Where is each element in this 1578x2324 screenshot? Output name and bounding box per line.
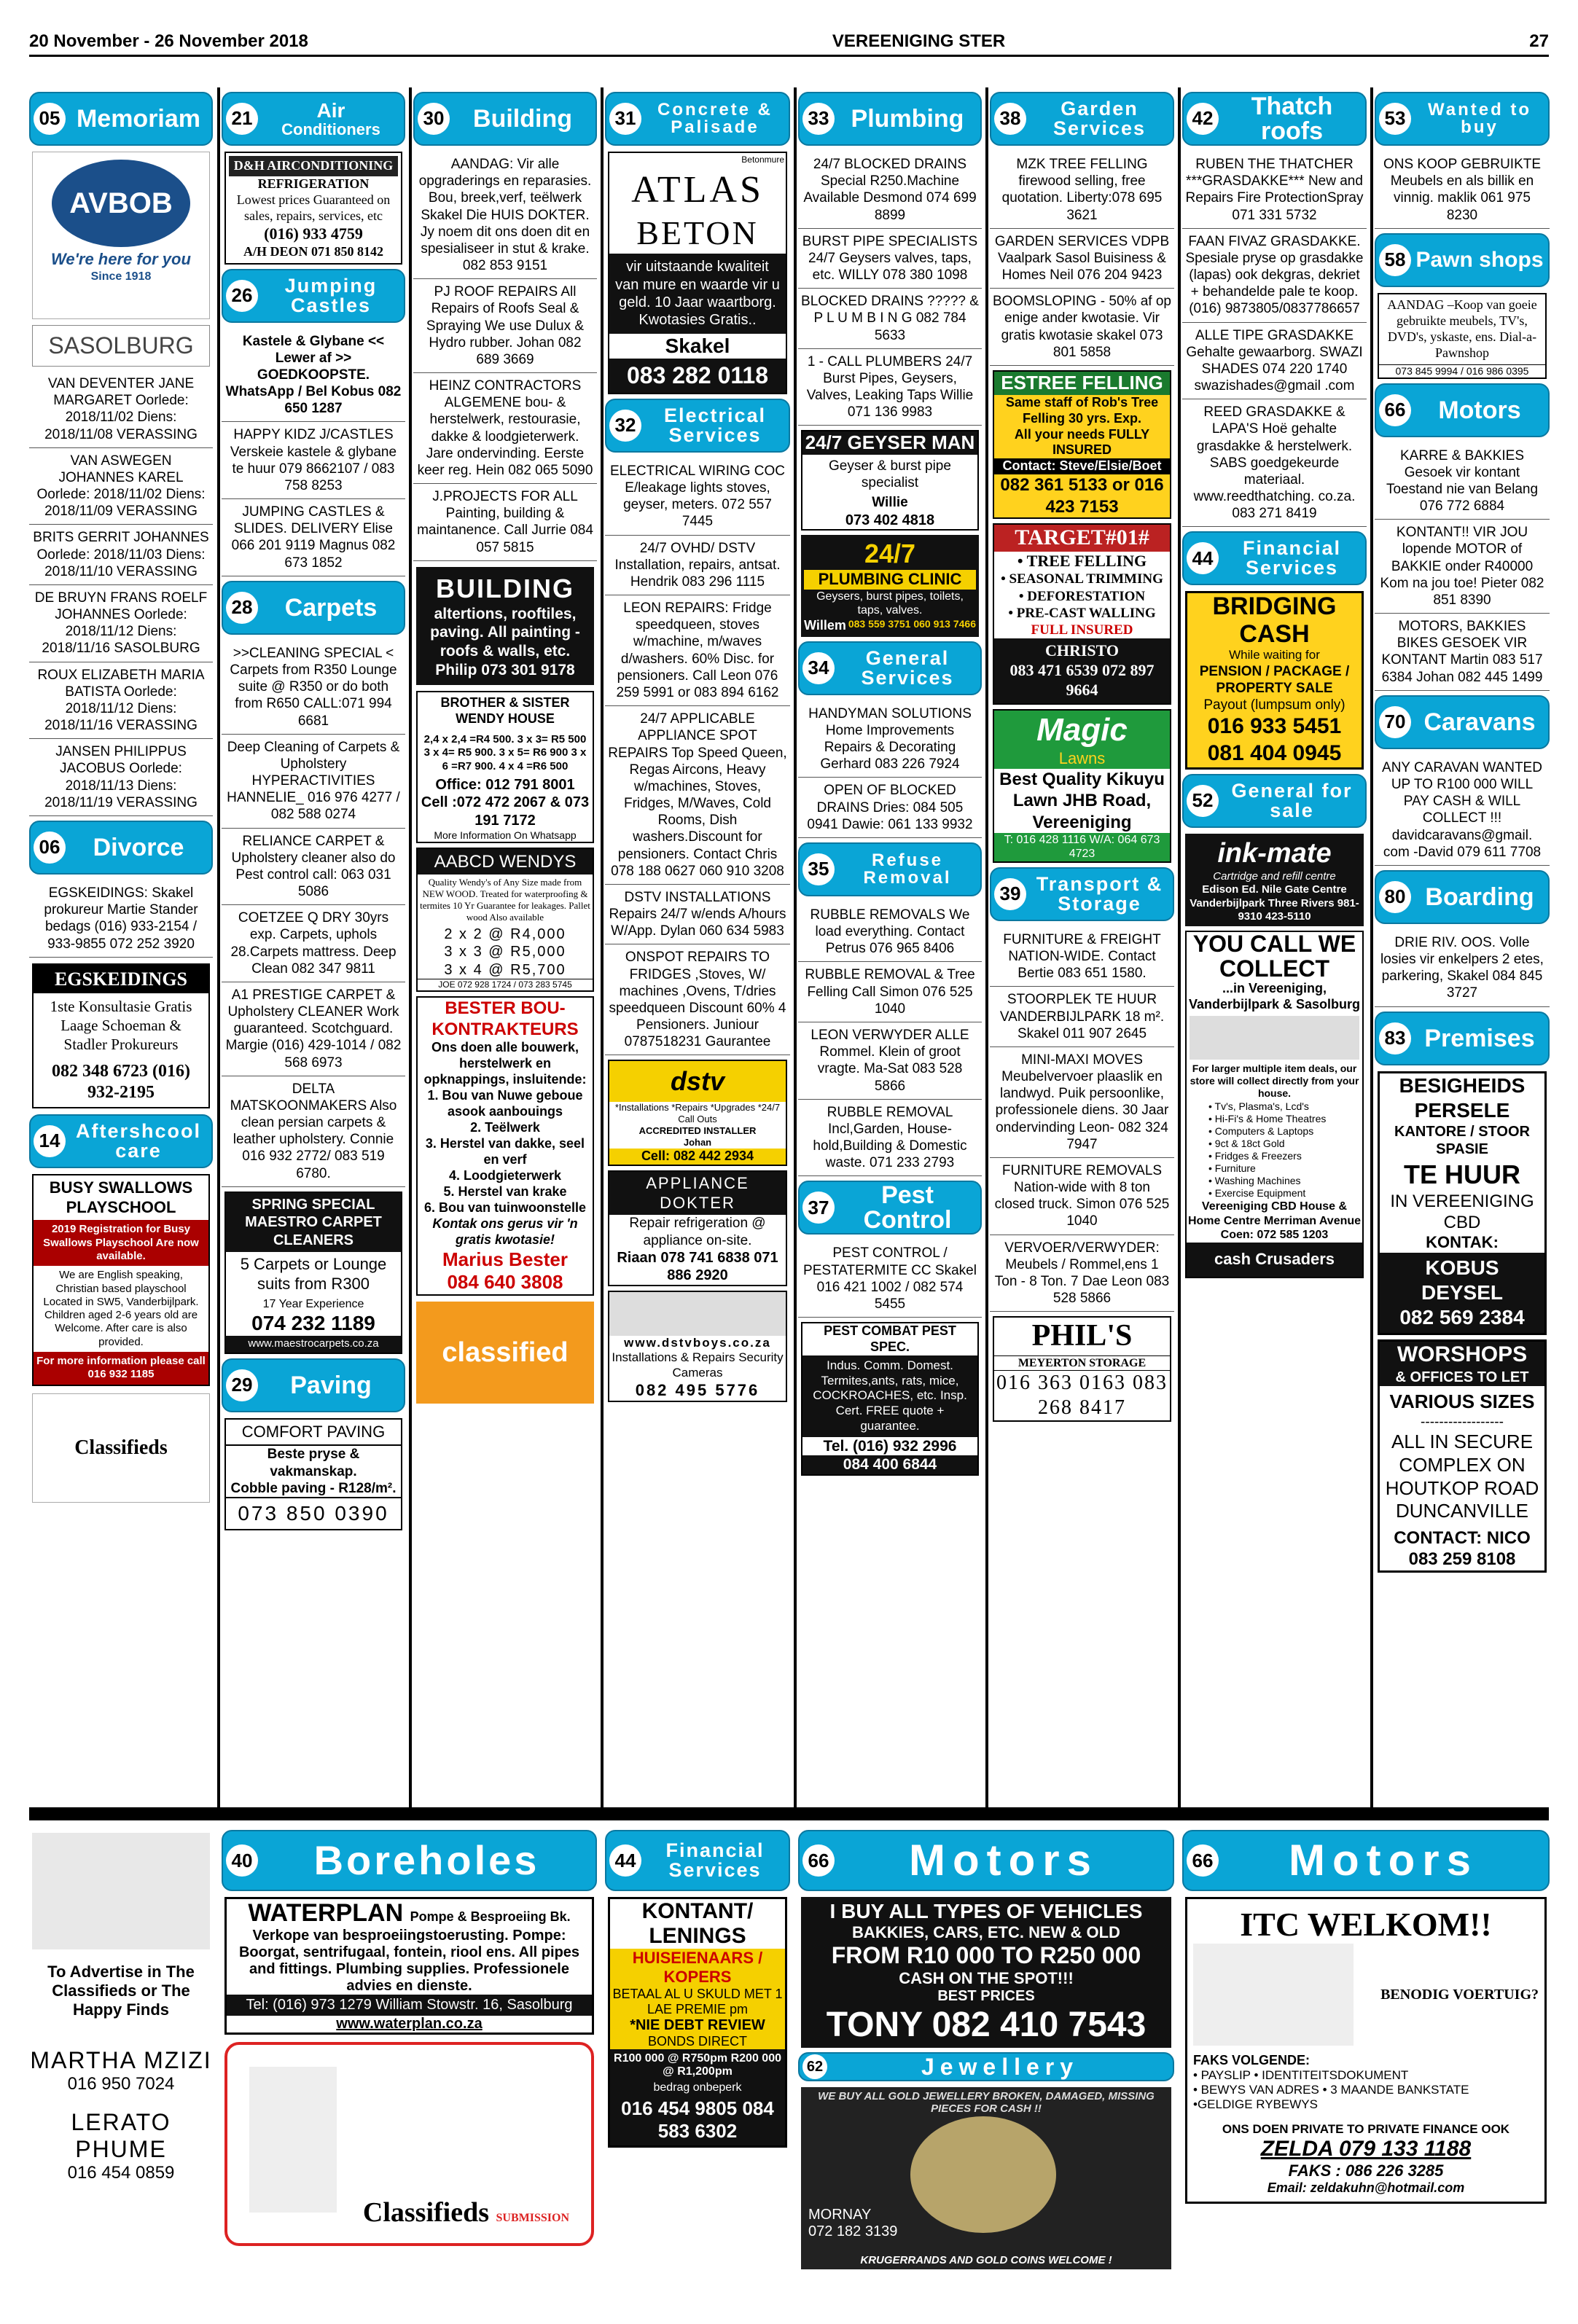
column-divider (1370, 87, 1373, 1807)
boreholes-block (222, 1826, 597, 2307)
list-item: REED GRASDAKKE & LAPA'S Hoë gehalte grasdakke & herstelwerk. SABS goedgekeurde materiaal. www.reedthatching. co.za. 083 271 8419 (1182, 399, 1367, 527)
column-divider (794, 87, 797, 1807)
list-item: PEST CONTROL / PESTATERMITE CC Skakel 016 421 1002 / 082 574 5455 (798, 1240, 982, 1318)
list-item: RUBBLE REMOVAL & Tree Felling Call Simon 076 525 1040 (798, 962, 982, 1022)
appliance-dokter-ad: APPLIANCE DOKTER Repair refrigeration @ appliance on-site. Riaan 078 741 6838 071 886 2920 (608, 1170, 787, 1286)
column-divider (409, 87, 412, 1807)
list-item: JANSEN PHILIPPUS JACOBUS Oorlede: 2018/11/13 Diens: 2018/11/19 VERASSING (29, 739, 213, 816)
newspaper-icon (32, 1833, 210, 1949)
busy-swallows-ad: BUSY SWALLOWS PLAYSCHOOL 2019 Registration for Busy Swallows Playschool Are now available. We are English speaking, Christian based playschool Located in SW5, Vanderbijlpark. Children aged 2-6 years old are Welcome. After care is also provided. For more information please call 016 932 1185 (32, 1174, 210, 1386)
geyser-man-ad: 24/7 GEYSER MAN Geyser & burst pipe specialist Willie 073 402 4818 (801, 430, 979, 531)
list-item: MOTORS, BAKKIES BIKES GESOEK VIR KONTANT Martin 083 517 6384 Johan 082 445 1499 (1375, 614, 1550, 691)
list-item: DELTA MATSKOONMAKERS Also clean persian carpets & leather upholstery. Connie 016 932 2772/ 083 519 6780. (222, 1076, 405, 1187)
list-item: ELECTRICAL WIRING COC E/leakage lights stoves, geyser, meters. 072 557 7445 (605, 458, 790, 536)
list-item: RUBBLE REMOVAL Incl,Garden, House-hold,Building & Domestic waste. 071 233 2793 (798, 1100, 982, 1177)
section-caravans: 70 Caravans (1375, 695, 1550, 749)
column-thatch (1182, 87, 1367, 1804)
section-divorce: 06 Divorce (29, 821, 213, 875)
column-wanted (1375, 87, 1550, 1804)
kontant-lenings-ad: KONTANT/ LENINGS HUISEIENAARS / KOPERS BETAAL AL U SKULD MET 1 LAE PREMIE pm *NIE DEBT REVIEW BONDS DIRECT R100 000 @ R750pm R200 000 @ R1,200pm bedrag onbeperk 016 454 9805 084 583 6302 (608, 1897, 787, 2148)
column-divider (217, 87, 220, 1807)
section-building: 30 Building (413, 92, 597, 146)
maestro-ad: SPRING SPECIAL MAESTRO CARPET CLEANERS 5 Carpets or Lounge suits from R300 17 Year Experience 074 232 1189 www.maestrocarpets.co.za (224, 1192, 402, 1354)
section-financial-services: 44 Financial Services (1182, 531, 1367, 585)
cash-crusaders-logo: cash Crusaders (1187, 1243, 1362, 1277)
section-motors-itc: 66 Motors (1182, 1830, 1550, 1891)
section-paving: 29 Paving (222, 1358, 405, 1412)
section-electrical: 32 Electrical Services (605, 399, 790, 453)
list-item: FAAN FIVAZ GRASDAKKE. Spesiale pryse op grasdakke (lapas) ook dekgras, dekriet + behandelde pale te koop. (016) 9873805/0837786657 (1182, 229, 1367, 323)
list-item: KONTANT!! VIR JOU lopende MOTOR of BAKKIE onder R40000 Kom na jou toe! Pieter 082 851 8390 (1375, 520, 1550, 614)
truck-icon (1190, 1016, 1359, 1060)
list-item: ONS KOOP GEBRUIKTE Meubels en als billik en vinnig. maklik 061 975 8230 (1375, 152, 1550, 229)
list-item: RUBEN THE THATCHER ***GRASDAKKE*** New and Repairs Fire ProtectionSpray 071 331 5732 (1182, 152, 1367, 229)
section-pawn-shops: 58 Pawn shops (1375, 233, 1550, 287)
you-call-we-collect-ad: YOU CALL WE COLLECT ...in Vereeniging, Vanderbijlpark & Sasolburg For larger multiple item deals, our store will collect directly from your house. • Tv's, Plasma's, Lcd's • Hi-Fi's & Home Theatres • Computers & Laptops • 9ct & 18ct Gold • Fridges & Freezers • Furniture • Washing Machines • Exercise Equipment Vereeniging CBD House & Home Centre Merriman Avenue Coen: 072 585 1203 cash Crusaders (1185, 931, 1364, 1278)
list-item: BLOCKED DRAINS ????? & P L U M B I N G 082 784 5633 (798, 289, 982, 349)
section-premises: 83 Premises (1375, 1012, 1550, 1065)
pest-combat-ad: PEST COMBAT PEST SPEC. Indus. Comm. Domest. Termites,ants, rats, mice, COCKROACHES, etc. Insp. Cert. FREE quote + guarantee. Tel. (016) 932 2996 084 400 6844 (801, 1322, 979, 1476)
magic-lawns-ad: Magic Lawns Best Quality Kikuyu Lawn JHB Road, Vereeniging T: 016 428 1116 W/A: 064 673 4723 (993, 709, 1171, 863)
section-carpets: 28 Carpets (222, 581, 405, 635)
phils-storage-ad: PHIL'S MEYERTON STORAGE 016 363 0163 083 268 8417 (993, 1316, 1171, 1422)
section-concrete: 31 Concrete & Palisade (605, 92, 790, 146)
dstvboys-ad: www.dstvboys.co.za Installations & Repairs Security Cameras 082 495 5776 (608, 1291, 787, 1402)
column-garden (990, 87, 1174, 1804)
financial-block (605, 1826, 790, 2307)
building-ad: BUILDING altertions, rooftiles, paving. All painting - roofs & walls, etc. Philip 073 301 9178 (416, 567, 594, 685)
column-concrete (605, 87, 790, 1804)
itc-welkom-ad: ITC WELKOM!! BENODIG VOERTUIG? FAKS VOLGENDE: • PAYSLIP • IDENTITEITSDOKUMENT • BEWYS VAN ADRES • 3 MAANDE BANKSTATE •GELDIGE RYBEWYS ONS DOEN PRIVATE TO PRIVATE FINANCE OOK ZELDA 079 133 1188 FAKS : 086 226 3285 Email: zeldakuhn@hotmail.com (1185, 1897, 1547, 2204)
krugerrand-coin-icon (910, 2116, 1056, 2233)
section-air-conditioners: 21 Air Conditioners (222, 92, 405, 146)
list-item: Kastele & Glybane << Lewer af >> GOEDKOOPSTE. WhatsApp / Bel Kobus 082 650 1287 (222, 329, 405, 423)
town-label: SASOLBURG (32, 325, 210, 367)
inkmate-ad: ink-mate Cartridge and refill centre Edison Ed. Nile Gate Centre Vanderbijlpark Three Rivers 981-9310 423-5110 (1185, 834, 1364, 927)
list-item: LEON VERWYDER ALLE Rommel. Klein of groot vragte. Ma-Sat 083 528 5866 (798, 1022, 982, 1100)
page-header (29, 28, 1549, 57)
section-financial-services-bottom: 44 Financial Services (605, 1830, 790, 1891)
classifieds-badge: Classifieds (32, 1393, 210, 1503)
dstv-icon (609, 1292, 786, 1336)
list-item: >>CLEANING SPECIAL < Carpets from R350 Lounge suite @ R350 or do both from R650 CALL:071 994 6681 (222, 641, 405, 735)
page-number: 27 (1529, 31, 1549, 51)
list-item: VAN DEVENTER JANE MARGARET Oorlede: 2018/11/02 Diens: 2018/11/08 VERASSING (29, 371, 213, 448)
brother-sister-ad: BROTHER & SISTER WENDY HOUSE 2,4 x 2,4 =R4 500. 3 x 3= R5 500 3 x 4= R5 900. 3 x 5= R6 900 3 x 6 =R7 900. 4 x 4 =R6 500 Office: 012 791 8001 Cell :072 472 2067 & 073 191 7172 More Information On Whatsapp (416, 691, 594, 843)
list-item: OPEN OF BLOCKED DRAINS Dries: 084 505 0941 Dawie: 061 133 9932 (798, 778, 982, 838)
section-transport: 39 Transport & Storage (990, 867, 1174, 921)
section-garden-services: 38 Garden Services (990, 92, 1174, 146)
section-motors: 66 Motors (1375, 383, 1550, 437)
motors-block (798, 1826, 1174, 2307)
section-motors-bottom: 66 Motors (798, 1830, 1174, 1891)
section-divider-bar (29, 1807, 1549, 1820)
list-item: RUBBLE REMOVALS We load everything. Contact Petrus 076 965 8406 (798, 902, 982, 963)
list-item: HANDYMAN SOLUTIONS Home Improvements Repairs & Decorating Gerhard 083 226 7924 (798, 701, 982, 778)
list-item: STOORPLEK TE HUUR VANDERBIJLPARK 18 m². Skakel 011 907 2645 (990, 987, 1174, 1047)
bridging-cash-ad: BRIDGING CASH While waiting for PENSION / PACKAGE / PROPERTY SALE Payout (lumpsum only) 016 933 5451 081 404 0945 (1185, 591, 1364, 769)
avbob-logo: AVBOB (52, 160, 190, 247)
list-item: AANDAG: Vir alle opgraderings en reparasies. Bou, breek,verf, teëlwerk Skakel Die HUIS DOKTER. Jy noem dit ons doen dit en spesialiseer in stut & krake. 082 853 9151 (413, 152, 597, 279)
section-boreholes: 40 Boreholes (222, 1830, 597, 1891)
column-air (222, 87, 405, 1804)
section-thatch-roofs: 42 Thatch roofs (1182, 92, 1367, 146)
list-item: RELIANCE CARPET & Upholstery cleaner also do Pest control call: 063 031 5086 (222, 829, 405, 906)
dh-ad: D&H AIRCONDITIONING REFRIGERATION Lowest prices Guaranteed on sales, repairs, services, etc (016) 933 4759 A/H DEON 071 850 8142 (224, 152, 402, 265)
estree-felling-ad: ESTREE FELLING Same staff of Rob's Tree Felling 30 yrs. Exp. All your needs FULLY INSURED Contact: Steve/Elsie/Boet 082 361 5133 or 016 423 7153 (993, 370, 1171, 519)
advertise-box: To Advertise in The Classifieds or The Happy Finds MARTHA MZIZI 016 950 7024 LERATO PHUME 016 454 0859 (29, 1826, 213, 2307)
issue-date: 20 November - 26 November 2018 (29, 31, 308, 51)
egskeidings-ad: EGSKEIDINGS 1ste Konsultasie Gratis Laage Schoeman & Stadler Prokureurs 082 348 6723 (016) 932-2195 (32, 963, 210, 1108)
atlas-ad: Betonmure ATLAS BETON vir uitstaande kwaliteit van mure en waarde vir u geld. 10 Jaar waartborg. Kwotasies Gratis.. Skakel 083 282 0118 (608, 152, 787, 394)
column-building (413, 87, 597, 1804)
list-item: A1 PRESTIGE CARPET & Upholstery CLEANER Work guaranteed. Scotchguard. Margie (016) 429-1014 / 082 568 6973 (222, 982, 405, 1076)
list-item: COETZEE Q DRY 30yrs exp. Carpets, uphols 28.Carpets mattress. Deep Clean 082 347 9811 (222, 905, 405, 982)
column-divider (1178, 87, 1181, 1807)
list-item: Deep Cleaning of Carpets & Upholstery HYPERACTIVITIES HANNELIE_ 016 976 4277 / 082 588 0274 (222, 735, 405, 829)
waterplan-ad: WATERPLAN Pompe & Besproeiing Bk. Verkope van besproeiingstoerusting. Pompe: Boorgat, sentrifugaal, fontein, riool ens. All pipes and fittings. Plumbing supplies. Professionele advies en dienste. Tel: (016) 973 1279 William Stowstr. 16, Sasolburg www.waterplan.co.za (224, 1897, 594, 2035)
list-item: ANY CARAVAN WANTED UP TO R100 000 WILL PAY CASH & WILL COLLECT !!! davidcaravans@gmail. com -David 079 611 7708 (1375, 755, 1550, 866)
list-item: BOOMSLOPING - 50% af op enige ander kwotasie. Vir gratis kwotasie skakel 073 801 5858 (990, 289, 1174, 366)
list-item: JUMPING CASTLES & SLIDES. DELIVERY Elise 066 201 9119 Magnus 082 673 1852 (222, 499, 405, 576)
list-item: EGSKEIDINGS: Skakel prokureur Martie Stander bedags (016) 933-2154 / 933-9855 072 252 3920 (29, 880, 213, 958)
jewellery-ad: WE BUY ALL GOLD JEWELLERY BROKEN, DAMAGED, MISSING PIECES FOR CASH !! MORNAY 072 182 3139 KRUGERRANDS AND GOLD COINS WELCOME ! (801, 2087, 1171, 2269)
target-ad: TARGET#01# • TREE FELLING • SEASONAL TRIMMING • DEFORESTATION • PRE-CAST WALLING FULL INSURED CHRISTO 083 471 6539 072 897 9664 (993, 523, 1171, 705)
workshops-ad: WORSHOPS & OFFICES TO LET VARIOUS SIZES ------------------ ALL IN SECURE COMPLEX ON HOUTKOP ROAD DUNCANVILLE CONTACT: NICO 083 259 8108 (1378, 1339, 1547, 1572)
classified-banner: classified (416, 1302, 594, 1404)
list-item: DSTV INSTALLATIONS Repairs 24/7 w/ends A/hours W/App. Dylan 060 634 5983 (605, 885, 790, 945)
comfort-paving-ad: COMFORT PAVING Beste pryse & vakmanskap. Cobble paving - R128/m². 073 850 0390 (224, 1418, 402, 1531)
dstv-installer-ad: dstv *Installations *Repairs *Upgrades *24/7 Call Outs ACCREDITED INSTALLER Johan Cell: 082 442 2934 (608, 1060, 787, 1165)
list-item: BRITS GERRIT JOHANNES Oorlede: 2018/11/03 Diens: 2018/11/10 VERASSING (29, 525, 213, 585)
list-item: HEINZ CONTRACTORS ALGEMENE bou- & herstelwerk, restourasie, dakke & loodgieterwerk. Jare ondervinding. Eerste keer reg. Hein 082 065 5090 (413, 373, 597, 484)
section-plumbing: 33 Plumbing (798, 92, 982, 146)
besigheids-ad: BESIGHEIDS PERSELE KANTORE / STOOR SPASIE TE HUUR IN VEREENIGING CBD KONTAK: KOBUS DEYSEL 082 569 2384 (1378, 1071, 1547, 1336)
list-item: FURNITURE & FREIGHT NATION-WIDE. Contact Bertie 083 651 1580. (990, 927, 1174, 987)
list-item: VAN ASWEGEN JOHANNES KAREL Oorlede: 2018/11/02 Diens: 2018/11/09 VERASSING (29, 448, 213, 525)
section-refuse-removal: 35 Refuse Removal (798, 842, 982, 896)
list-item: BURST PIPE SPECIALISTS 24/7 Geysers valves, taps, etc. WILLY 078 380 1098 (798, 229, 982, 289)
list-item: LEON REPAIRS: Fridge speedqueen, stoves w/machine, m/waves d/washers. 60% Disc. for pensioners. Call Leon 076 259 5991 or 083 894 6162 (605, 595, 790, 706)
pen-figure-icon (249, 2067, 337, 2213)
list-item: DRIE RIV. OOS. Volle losies vir enkelpers 2 etes, parkering, Skakel 084 845 3727 (1375, 930, 1550, 1007)
list-item: 24/7 OVHD/ DSTV Installation, repairs, antsat. Hendrik 083 296 1115 (605, 536, 790, 596)
column-divider (601, 87, 604, 1807)
section-boarding: 80 Boarding (1375, 870, 1550, 924)
bester-ad: BESTER BOU-KONTRAKTEURS Ons doen alle bouwerk, herstelwerk en opknappings, insluitende: 1. Bou van Nuwe geboue asook aanbouings 2. Teëlwerk 3. Herstel van dakke, seel en verf 4. Loodgieterwerk 5. Herstel van krake 6. Bou van tuinwoonstelle Kontak ons gerus vir 'n gratis kwotasie! Marius Bester 084 640 3808 (416, 996, 594, 1296)
list-item: KARRE & BAKKIES Gesoek vir kontant Toestand nie van Belang 076 772 6884 (1375, 443, 1550, 520)
list-item: ALLE TIPE GRASDAKKE Gehalte gewaarborg. SWAZI SHADES 074 220 1740 swazishades@gmail .com (1182, 323, 1367, 400)
section-aftercare: 14 Aftershcool care (29, 1114, 213, 1168)
avbob-ad: AVBOB We're here for you Since 1918 (32, 152, 210, 319)
tony-vehicles-ad: I BUY ALL TYPES OF VEHICLES BAKKIES, CARS, ETC. NEW & OLD FROM R10 000 TO R250 000 CASH ON THE SPOT!!! BEST PRICES TONY 082 410 7543 (801, 1897, 1171, 2048)
list-item: 24/7 APPLICABLE APPLIANCE SPOT REPAIRS Top Speed Queen, Regas Aircons, Heavy w/machines, Stoves, Fridges, M/Waves, Cold Rooms, Dish washers.Discount for pensioners. Contact Chris 078 188 0627 060 910 3208 (605, 706, 790, 885)
list-item: PJ ROOF REPAIRS All Repairs of Roofs Seal & Spraying We use Dulux & Hydro rubber. Johan 082 689 3669 (413, 279, 597, 373)
plumbing-clinic-ad: 24/7 PLUMBING CLINIC Geysers, burst pipes, toilets, taps, valves. Willem 083 559 3751 060 913 7466 (801, 535, 979, 637)
list-item: DE BRUYN FRANS ROELF JOHANNES Oorlede: 2018/11/12 Diens: 2018/11/16 SASOLBURG (29, 585, 213, 662)
section-jumping-castles: 26 Jumping Castles (222, 269, 405, 323)
list-item: HAPPY KIDZ J/CASTLES Verskeie kastele & glybane te huur 079 8662107 / 083 758 8253 (222, 422, 405, 499)
section-jewellery: 62 Jewellery (798, 2052, 1174, 2081)
column-divider (985, 87, 988, 1807)
list-item: FURNITURE REMOVALS Nation-wide with 8 ton closed truck. Simon 076 525 1040 (990, 1158, 1174, 1235)
column-memoriam (29, 87, 213, 1804)
list-item: VERVOER/VERWYDER: Meubels / Rommel,ens 1 Ton - 8 Ton. 7 Dae Leon 083 528 5866 (990, 1235, 1174, 1312)
section-general-services: 34 General Services (798, 641, 982, 695)
aabcd-ad: AABCD WENDYS Quality Wendy's of Any Size made from NEW WOOD. Treated for waterproofing & termites 10 Yr Guarantee for leakages. Pallet wood Also available 2 x 2 @ R4,000 3 x 3 @ R5,000 3 x 4 @ R5,700 JOE 072 928 1724 / 073 283 5745 (416, 848, 594, 992)
pawnshop-ad: AANDAG –Koop van goeie gebruikte meubels, TV's, DVD's, yskaste, ens. Dial-a-Pawnshop 073 845 9994 / 016 986 0395 (1378, 293, 1547, 379)
dstv-logo: dstv (609, 1061, 786, 1102)
column-plumbing (798, 87, 982, 1804)
list-item: MZK TREE FELLING firewood selling, free quotation. Liberty:078 695 3621 (990, 152, 1174, 229)
list-item: 24/7 BLOCKED DRAINS Special R250.Machine Available Desmond 074 699 8899 (798, 152, 982, 229)
section-pest-control: 37 Pest Control (798, 1181, 982, 1235)
list-item: ROUX ELIZABETH MARIA BATISTA Oorlede: 2018/11/12 Diens: 2018/11/16 VERASSING (29, 662, 213, 740)
itc-block (1182, 1826, 1550, 2307)
list-item: GARDEN SERVICES VDPB Vaalpark Sasol Buisiness & Homes Neil 076 204 9423 (990, 229, 1174, 289)
sports-car-icon (1193, 1944, 1354, 2046)
section-wanted-to-buy: 53 Wanted to buy (1375, 92, 1550, 146)
list-item: 1 - CALL PLUMBERS 24/7 Burst Pipes, Geysers, Valves, Leaking Taps Willie 071 136 9983 (798, 349, 982, 426)
section-general-for-sale: 52 General for sale (1182, 774, 1367, 828)
list-item: J.PROJECTS FOR ALL Painting, building & maintanence. Call Jurrie 084 057 5815 (413, 484, 597, 561)
section-memoriam: 05 Memoriam (29, 92, 213, 146)
classifieds-submission-ad: Classifieds SUBMISSION (224, 2042, 594, 2246)
paper-name: VEREENIGING STER (832, 31, 1006, 51)
list-item: ONSPOT REPAIRS TO FRIDGES ,Stoves, W/ machines ,Ovens, T/dries speedqueen Discount 60% 4 Pensioners. Juniour 0787518231 Gaurantee (605, 944, 790, 1055)
list-item: MINI-MAXI MOVES Meubelvervoer plaaslik en landwyd. Puik persoonlike, professionele diens. 30 Jaar ondervinding Leon- 082 324 7947 (990, 1047, 1174, 1158)
